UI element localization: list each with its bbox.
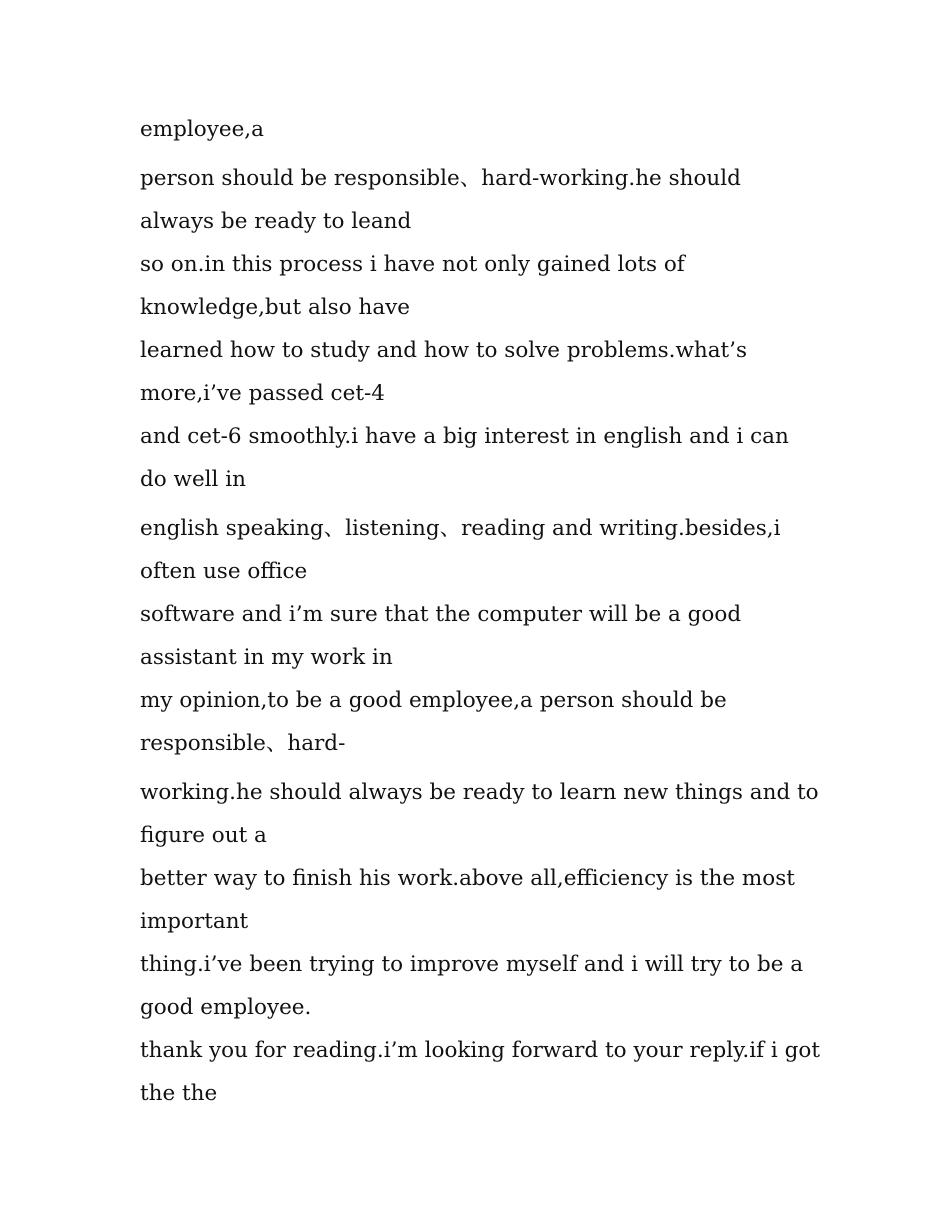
paragraph-12: thank you for reading.i’m looking forward to your reply.if i got the the <box>140 1038 820 1106</box>
paragraph-4: learned how to study and how to solve problems.what’s more,i’ve passed cet-4 <box>140 338 748 406</box>
paragraph-8: my opinion,to be a good employee,a person should be responsible、hard- <box>140 688 727 756</box>
paragraph-5: and cet-6 smoothly.i have a big interest in english and i can do well in <box>140 424 789 492</box>
document-body <box>140 108 820 1115</box>
paragraph-9: working.he should always be ready to learn new things and to figure out a <box>140 780 819 848</box>
paragraph-7: software and i’m sure that the computer will be a good assistant in my work in <box>140 602 742 670</box>
paragraph-10: better way to finish his work.above all,efficiency is the most important <box>140 866 795 934</box>
paragraph-1: employee,a <box>140 117 264 142</box>
paragraph-11: thing.i’ve been trying to improve myself and i will try to be a good employee. <box>140 952 804 1020</box>
paragraph-6: english speaking、listening、reading and writing.besides,i often use office <box>140 516 781 584</box>
paragraph-2: person should be responsible、hard-working.he should always be ready to leand <box>140 166 741 234</box>
paragraph-3: so on.in this process i have not only gained lots of knowledge,but also have <box>140 252 685 320</box>
